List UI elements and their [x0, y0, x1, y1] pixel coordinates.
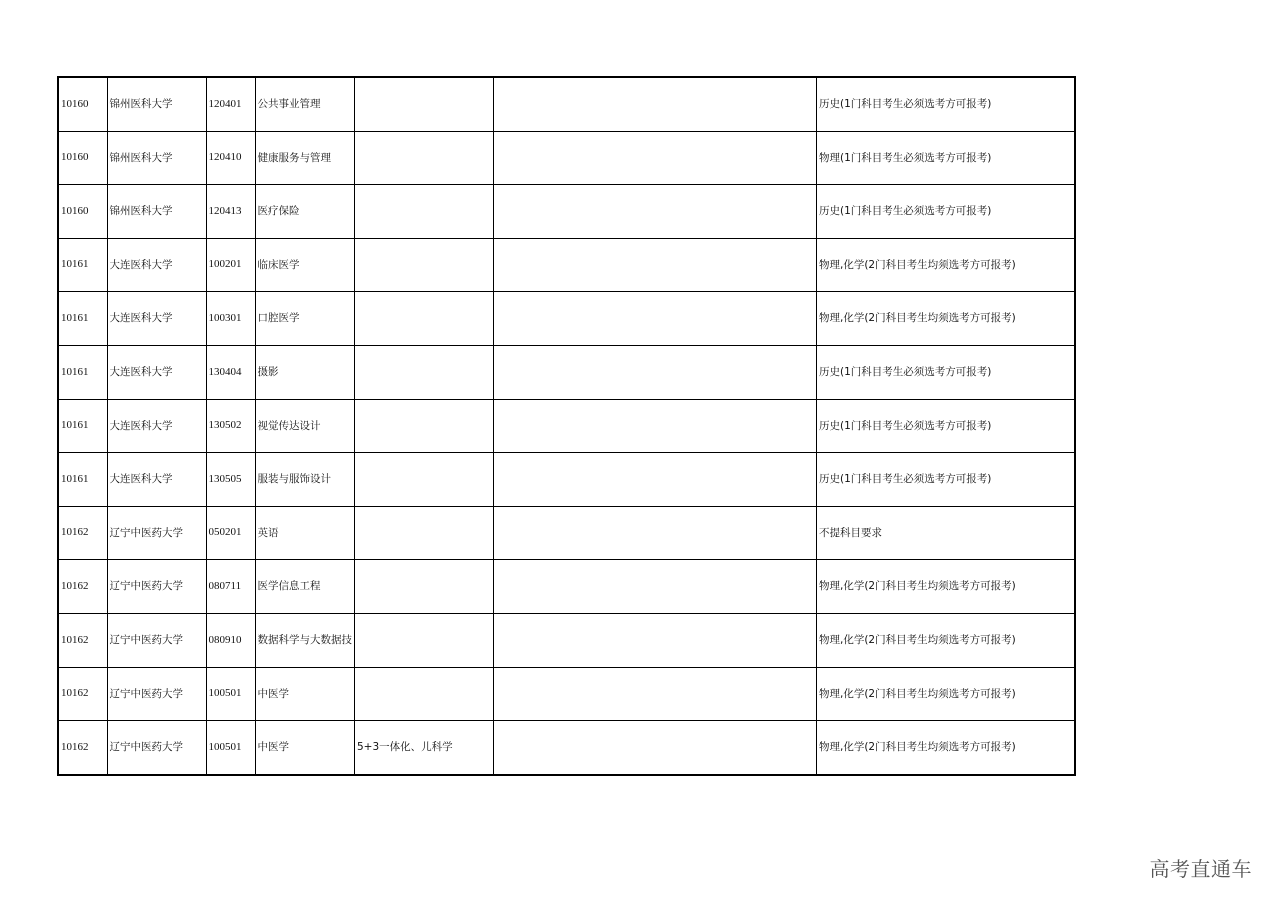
school-code-cell: 10160: [58, 131, 107, 185]
subject-requirement-cell: 历史(1门科目考生必须选考方可报考): [817, 399, 1075, 453]
major-code-cell: 130404: [206, 345, 255, 399]
major-code-cell: 120401: [206, 77, 255, 131]
subject-requirement-cell: 历史(1门科目考生必须选考方可报考): [817, 185, 1075, 239]
school-code-cell: 10162: [58, 667, 107, 721]
watermark-text: 高考直通车: [1149, 857, 1252, 881]
school-name-cell: 辽宁中医药大学: [107, 613, 206, 667]
table-row: [58, 131, 1075, 185]
major-code-cell: 100501: [206, 667, 255, 721]
table-row: [58, 560, 1075, 614]
school-name-cell: 大连医科大学: [107, 399, 206, 453]
school-name-cell: 辽宁中医药大学: [107, 721, 206, 775]
major-code-cell: 130505: [206, 453, 255, 507]
subject-requirement-cell: 不提科目要求: [817, 506, 1075, 560]
major-name-cell: 数据科学与大数据技: [255, 613, 355, 667]
subject-requirement-cell: 物理,化学(2门科目考生均须选考方可报考): [817, 613, 1075, 667]
major-note-cell: [355, 560, 494, 614]
major-code-cell: 100201: [206, 238, 255, 292]
school-name-cell: 辽宁中医药大学: [107, 560, 206, 614]
major-name-cell: 服装与服饰设计: [255, 453, 355, 507]
major-note-cell: [355, 345, 494, 399]
subject-requirement-cell: 历史(1门科目考生必须选考方可报考): [817, 453, 1075, 507]
school-code-cell: 10161: [58, 399, 107, 453]
major-note-cell: [355, 399, 494, 453]
major-note-cell: 5+3一体化、儿科学: [355, 721, 494, 775]
subject-requirement-cell: 物理,化学(2门科目考生均须选考方可报考): [817, 238, 1075, 292]
extra-cell: [494, 560, 817, 614]
school-code-cell: 10161: [58, 453, 107, 507]
subject-requirement-cell: 物理,化学(2门科目考生均须选考方可报考): [817, 560, 1075, 614]
table-row: [58, 721, 1075, 775]
extra-cell: [494, 77, 817, 131]
major-code-cell: 080711: [206, 560, 255, 614]
extra-cell: [494, 506, 817, 560]
major-code-cell: 100501: [206, 721, 255, 775]
major-code-cell: 120410: [206, 131, 255, 185]
major-note-cell: [355, 238, 494, 292]
major-code-cell: 130502: [206, 399, 255, 453]
major-code-cell: 080910: [206, 613, 255, 667]
school-name-cell: 大连医科大学: [107, 345, 206, 399]
extra-cell: [494, 613, 817, 667]
school-name-cell: 锦州医科大学: [107, 185, 206, 239]
subject-requirement-cell: 历史(1门科目考生必须选考方可报考): [817, 77, 1075, 131]
table-row: [58, 399, 1075, 453]
major-note-cell: [355, 667, 494, 721]
table-row: [58, 613, 1075, 667]
major-note-cell: [355, 506, 494, 560]
table-row: [58, 453, 1075, 507]
table-row: [58, 292, 1075, 346]
major-code-cell: 120413: [206, 185, 255, 239]
table-row: [58, 506, 1075, 560]
school-name-cell: 辽宁中医药大学: [107, 667, 206, 721]
extra-cell: [494, 185, 817, 239]
major-code-cell: 050201: [206, 506, 255, 560]
major-note-cell: [355, 77, 494, 131]
subject-requirement-cell: 物理,化学(2门科目考生均须选考方可报考): [817, 721, 1075, 775]
major-note-cell: [355, 185, 494, 239]
extra-cell: [494, 292, 817, 346]
school-name-cell: 锦州医科大学: [107, 131, 206, 185]
school-name-cell: 辽宁中医药大学: [107, 506, 206, 560]
table-row: [58, 345, 1075, 399]
subject-requirement-cell: 物理(1门科目考生必须选考方可报考): [817, 131, 1075, 185]
school-name-cell: 大连医科大学: [107, 453, 206, 507]
major-name-cell: 中医学: [255, 721, 355, 775]
table-row: [58, 667, 1075, 721]
major-name-cell: 公共事业管理: [255, 77, 355, 131]
subject-requirement-cell: 物理,化学(2门科目考生均须选考方可报考): [817, 292, 1075, 346]
subject-requirement-cell: 物理,化学(2门科目考生均须选考方可报考): [817, 667, 1075, 721]
school-code-cell: 10162: [58, 506, 107, 560]
extra-cell: [494, 399, 817, 453]
major-name-cell: 健康服务与管理: [255, 131, 355, 185]
school-code-cell: 10162: [58, 560, 107, 614]
extra-cell: [494, 345, 817, 399]
school-code-cell: 10162: [58, 613, 107, 667]
school-name-cell: 大连医科大学: [107, 292, 206, 346]
school-code-cell: 10160: [58, 77, 107, 131]
major-name-cell: 口腔医学: [255, 292, 355, 346]
school-name-cell: 大连医科大学: [107, 238, 206, 292]
school-code-cell: 10161: [58, 345, 107, 399]
school-name-cell: 锦州医科大学: [107, 77, 206, 131]
extra-cell: [494, 721, 817, 775]
subject-requirement-cell: 历史(1门科目考生必须选考方可报考): [817, 345, 1075, 399]
school-code-cell: 10160: [58, 185, 107, 239]
major-note-cell: [355, 613, 494, 667]
table-row: [58, 238, 1075, 292]
major-name-cell: 医学信息工程: [255, 560, 355, 614]
extra-cell: [494, 667, 817, 721]
major-name-cell: 英语: [255, 506, 355, 560]
table-row: [58, 77, 1075, 131]
major-note-cell: [355, 453, 494, 507]
major-name-cell: 中医学: [255, 667, 355, 721]
table-row: [58, 185, 1075, 239]
school-code-cell: 10161: [58, 238, 107, 292]
major-name-cell: 视觉传达设计: [255, 399, 355, 453]
major-name-cell: 临床医学: [255, 238, 355, 292]
major-note-cell: [355, 292, 494, 346]
school-code-cell: 10161: [58, 292, 107, 346]
table-body: [58, 77, 1075, 775]
major-name-cell: 医疗保险: [255, 185, 355, 239]
subject-requirements-table: [57, 76, 1076, 776]
extra-cell: [494, 131, 817, 185]
major-code-cell: 100301: [206, 292, 255, 346]
major-note-cell: [355, 131, 494, 185]
extra-cell: [494, 238, 817, 292]
extra-cell: [494, 453, 817, 507]
major-name-cell: 摄影: [255, 345, 355, 399]
school-code-cell: 10162: [58, 721, 107, 775]
